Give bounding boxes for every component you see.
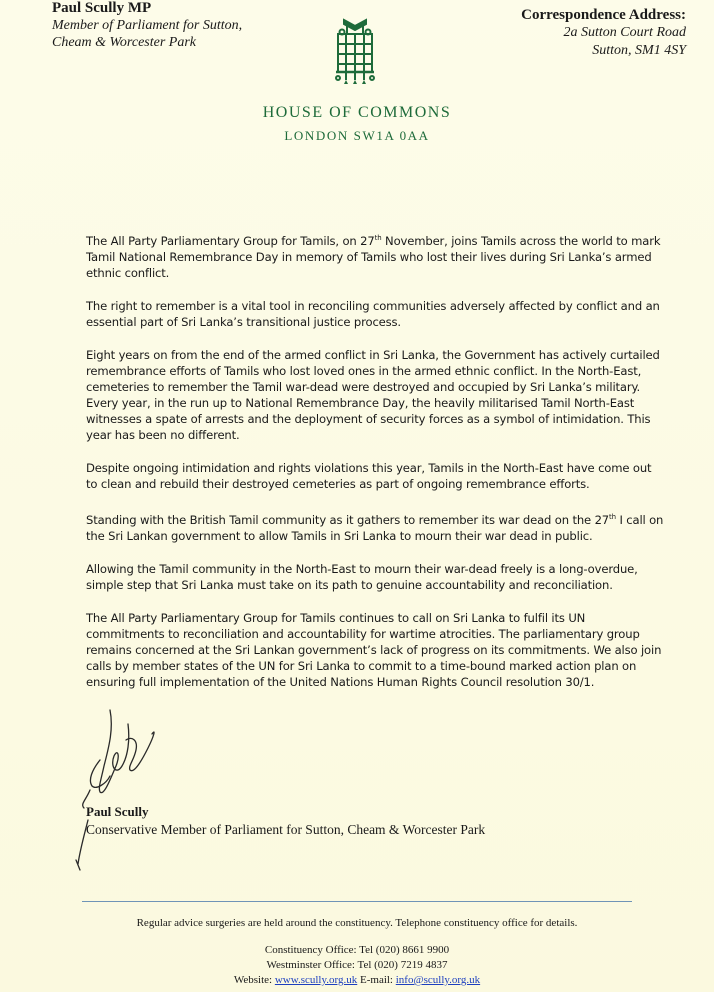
paragraph-1: The All Party Parliamentary Group for Tamils, on 27th November, joins Tamils across the world to mark Tamil National Remembrance Day in memory of Tamils who lost their lives during Sri Lanka’s armed ethnic conflict.	[86, 233, 661, 280]
signatory-title: Conservative Member of Parliament for Sutton, Cheam & Worcester Park	[86, 822, 486, 837]
email-link[interactable]: info@scully.org.uk	[395, 974, 481, 986]
address-line1: 2a Sutton Court Road	[563, 25, 686, 40]
mp-name: Paul Scully MP	[52, 0, 152, 16]
correspondence-label: Correspondence Address:	[521, 7, 686, 23]
paragraph-6: Allowing the Tamil community in the North-East to mourn their war-dead freely is a long-overdue, simple step that Sri Lanka must take on its path to genuine accountability and reconciliation.	[86, 561, 638, 592]
signatory-name: Paul Scully	[86, 804, 149, 819]
mp-role-line2: Cheam & Worcester Park	[52, 35, 196, 50]
website-link[interactable]: www.scully.org.uk	[274, 974, 358, 986]
contact-line	[0, 974, 714, 986]
handwritten-signature	[70, 700, 170, 880]
institution-name: HOUSE OF COMMONS	[262, 104, 452, 121]
address-line2: Sutton, SM1 4SY	[592, 43, 686, 58]
letter-body	[86, 230, 666, 707]
constituency-office: Constituency Office: Tel (020) 8661 9900	[264, 944, 450, 956]
mp-role-line1: Member of Parliament for Sutton,	[52, 18, 243, 33]
paragraph-7: The All Party Parliamentary Group for Tamils continues to call on Sri Lanka to fulfil its UN commitments to reconciliation and accountability for wartime atrocities. The parliamentary group remains concerned at the Sri Lankan government’s lack of progress on its commitments. We also join calls by member states of the UN for Sri Lanka to commit to a time-bound marked action plan on ensuring full implementation of the United Nations Human Rights Council resolution 30/1.	[86, 610, 662, 689]
correspondence-block	[521, 6, 686, 60]
email-label: E-mail:	[360, 974, 393, 986]
website-label: Website:	[233, 974, 273, 986]
paragraph-3: Eight years on from the end of the armed conflict in Sri Lanka, the Government has actively curtailed remembrance efforts of Tamils who lost loved ones in the armed ethnic conflict. In the North-East, cemeteries to remember the Tamil war-dead were destroyed and occupied by Sri Lanka’s military. Every year, in the run up to National Remembrance Day, the heavily militarised Tamil North-East witnesses a spate of arrests and the deployment of security forces as a symbol of intimidation. This year has been no different.	[86, 347, 660, 442]
westminster-office: Westminster Office: Tel (020) 7219 4837	[266, 959, 448, 971]
portcullis-icon	[330, 16, 380, 86]
footer-divider	[82, 901, 632, 902]
paragraph-5: Standing with the British Tamil community as it gathers to remember its war dead on the 27th I call on the Sri Lankan government to allow Tamils in Sri Lanka to mourn their war dead in public.	[86, 512, 664, 543]
sender-block	[52, 0, 242, 51]
paragraph-2: The right to remember is a vital tool in reconciling communities adversely affected by conflict and an essential part of Sri Lanka’s transitional justice process.	[86, 298, 660, 329]
institution-location: LONDON SW1A 0AA	[284, 128, 430, 143]
paragraph-4: Despite ongoing intimidation and rights violations this year, Tamils in the North-East have come out to clean and rebuild their destroyed cemeteries as part of ongoing remembrance efforts.	[86, 460, 652, 491]
surgeries-note: Regular advice surgeries are held around the constituency. Telephone constituency office for details.	[136, 917, 578, 929]
